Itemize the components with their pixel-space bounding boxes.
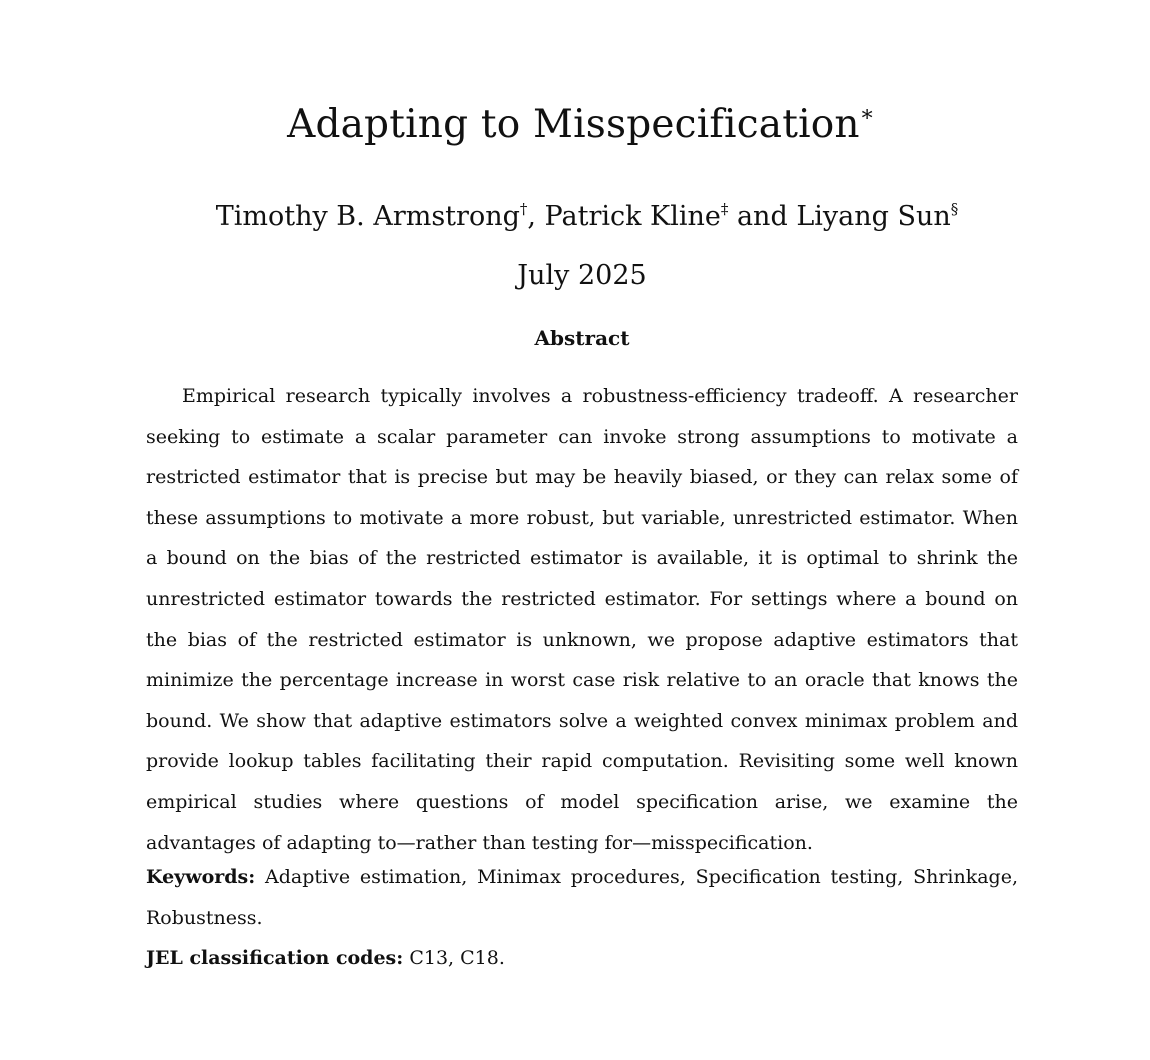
abstract-heading: Abstract (534, 326, 630, 350)
keywords-label: Keywords: (146, 866, 256, 888)
jel-label: JEL classification codes: (146, 947, 404, 969)
paper-title-text: Adapting to Misspecification (287, 102, 860, 147)
author-name: Timothy B. Armstrong (215, 201, 520, 232)
author-name: Patrick Kline (544, 201, 721, 232)
keywords-text: Adaptive estimation, Minimax procedures, Specification testing, Shrinkage, Robustness. (146, 866, 1018, 929)
abstract-body: Empirical research typically involves a robustness-efficiency tradeoff. A researcher seeking to estimate a scalar parameter can invoke strong assumptions to motivate a restricted estimator that is precise but may be heavily biased, or they can relax some of these assumptions to motivate a more robust, but variable, unrestricted estimator. When a bound on the bias of the restricted estimator is available, it is optimal to shrink the unrestricted estimator towards the restricted estimator. For settings where a bound on the bias of the restricted estimator is unknown, we propose adaptive estimators that minimize the percentage increase in worst case risk relative to an oracle that knows the bound. We show that adaptive estimators solve a weighted convex minimax problem and provide lookup tables facilitating their rapid computation. Revisiting some well known empirical studies where questions of model specification arise, we examine the advantages of adapting to—rather than testing for—misspecification. (146, 385, 1018, 854)
author-separator: and (728, 201, 797, 232)
author-footnote-mark: ‡ (720, 200, 729, 218)
author-footnote-mark: † (519, 200, 528, 218)
author-list (0, 191, 1150, 235)
keywords-line (146, 857, 1018, 938)
jel-codes-text: C13, C18. (409, 947, 505, 969)
paper-title (0, 90, 1150, 150)
author-name: Liyang Sun (796, 201, 951, 232)
jel-codes-line (146, 938, 1018, 979)
title-footnote-mark: ∗ (859, 102, 875, 127)
author-footnote-mark: § (950, 200, 959, 218)
author-separator: , (527, 201, 545, 232)
paper-date: July 2025 (517, 260, 647, 291)
